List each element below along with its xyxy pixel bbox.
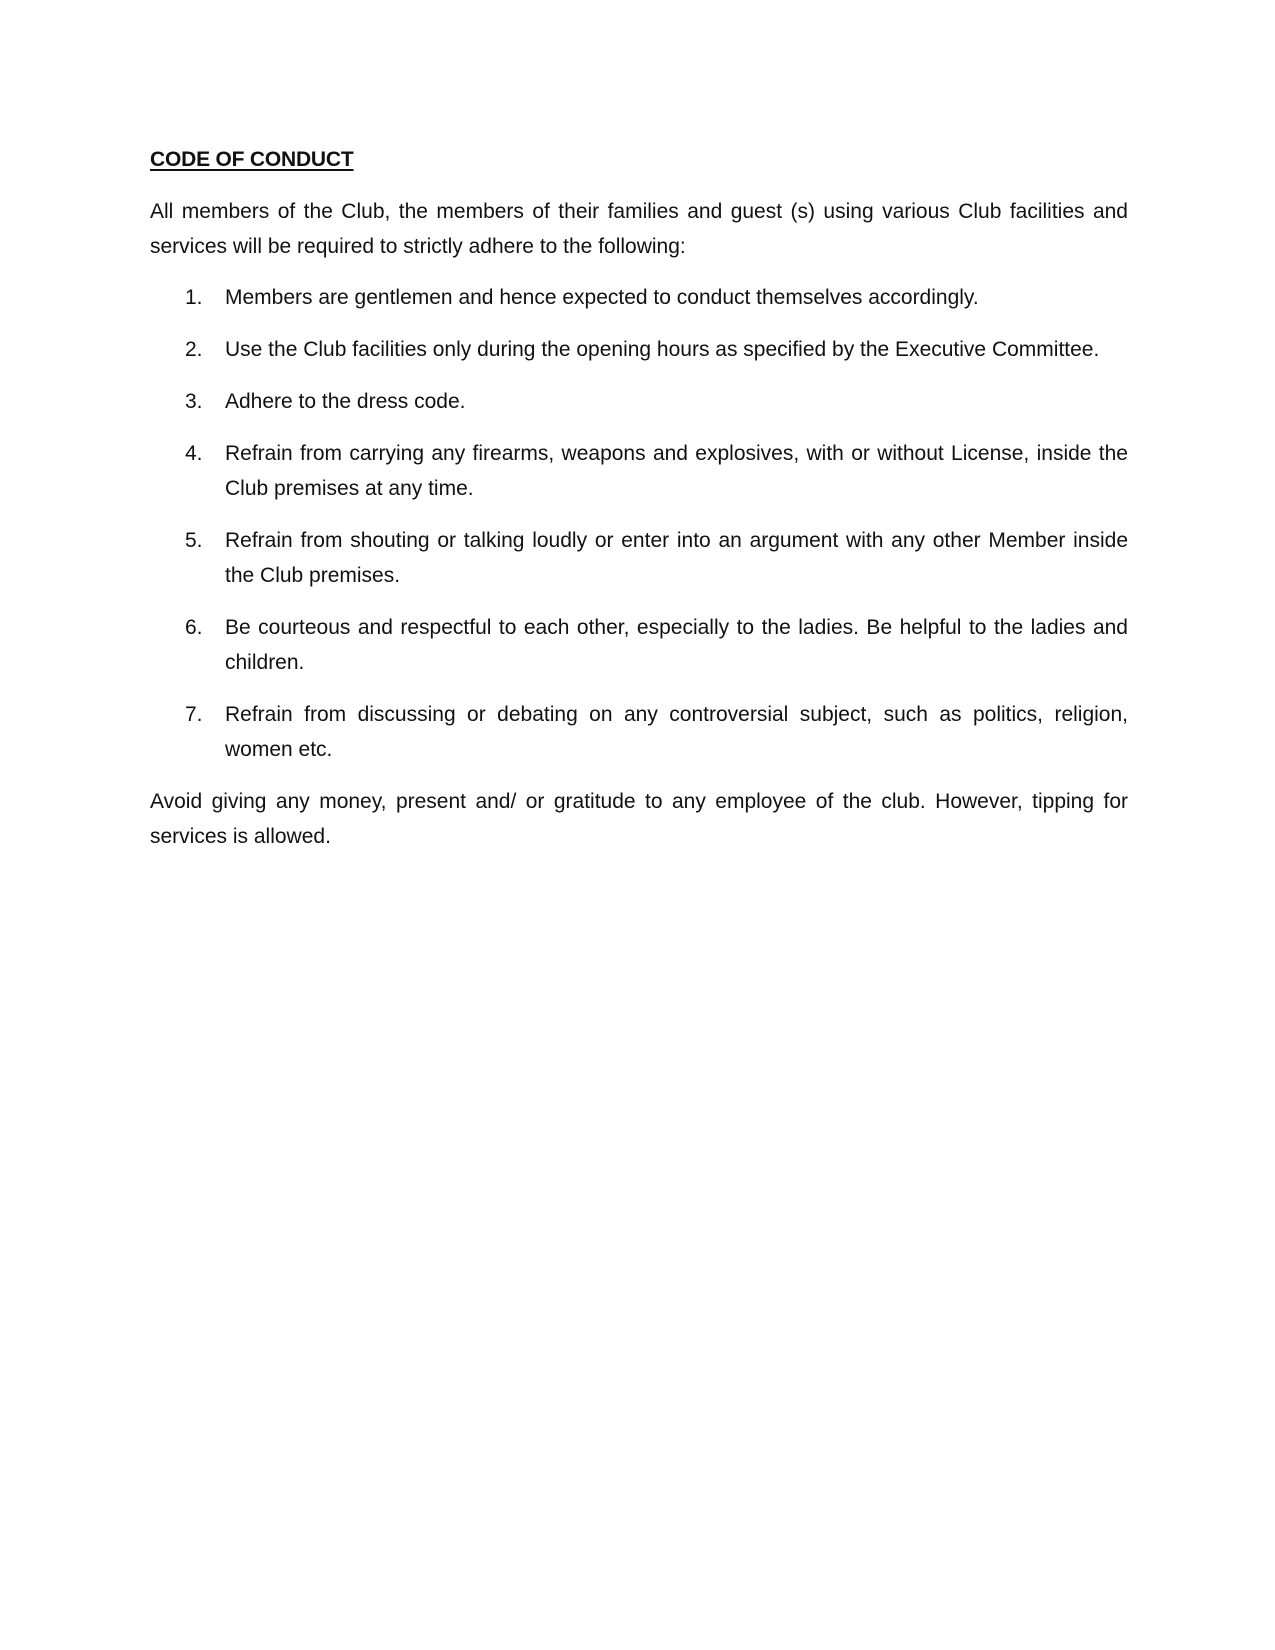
list-item-text: Adhere to the dress code. — [225, 390, 466, 413]
rules-list — [150, 280, 1128, 767]
intro-paragraph: All members of the Club, the members of their families and guest (s) using various Club facilities and services will be required to strictly adhere to the following: — [150, 200, 1128, 258]
list-item-text: Refrain from discussing or debating on any controversial subject, such as politics, religion, women etc. — [225, 703, 1128, 761]
list-item-number: 2. — [185, 338, 203, 361]
document-page — [150, 146, 1128, 870]
list-item-number: 5. — [185, 529, 203, 552]
list-item — [150, 523, 1128, 593]
list-item-number: 7. — [185, 703, 203, 726]
list-item-text: Refrain from shouting or talking loudly or enter into an argument with any other Member inside the Club premises. — [225, 529, 1128, 587]
closing-paragraph: Avoid giving any money, present and/ or gratitude to any employee of the club. However, tipping for services is allowed. — [150, 790, 1128, 848]
list-item — [150, 280, 1128, 315]
list-item — [150, 697, 1128, 767]
page-title: CODE OF CONDUCT — [150, 148, 354, 171]
list-item-text: Be courteous and respectful to each other, especially to the ladies. Be helpful to the ladies and children. — [225, 616, 1128, 674]
list-item-number: 4. — [185, 442, 203, 465]
list-item — [150, 332, 1128, 367]
list-item — [150, 436, 1128, 506]
list-item-number: 3. — [185, 390, 203, 413]
list-item-number: 1. — [185, 286, 203, 309]
list-item-number: 6. — [185, 616, 203, 639]
list-item-text: Members are gentlemen and hence expected to conduct themselves accordingly. — [225, 286, 979, 309]
list-item — [150, 610, 1128, 680]
list-item — [150, 384, 1128, 419]
list-item-text: Refrain from carrying any firearms, weapons and explosives, with or without License, inside the Club premises at any time. — [225, 442, 1128, 500]
list-item-text: Use the Club facilities only during the opening hours as specified by the Executive Committee. — [225, 338, 1100, 361]
